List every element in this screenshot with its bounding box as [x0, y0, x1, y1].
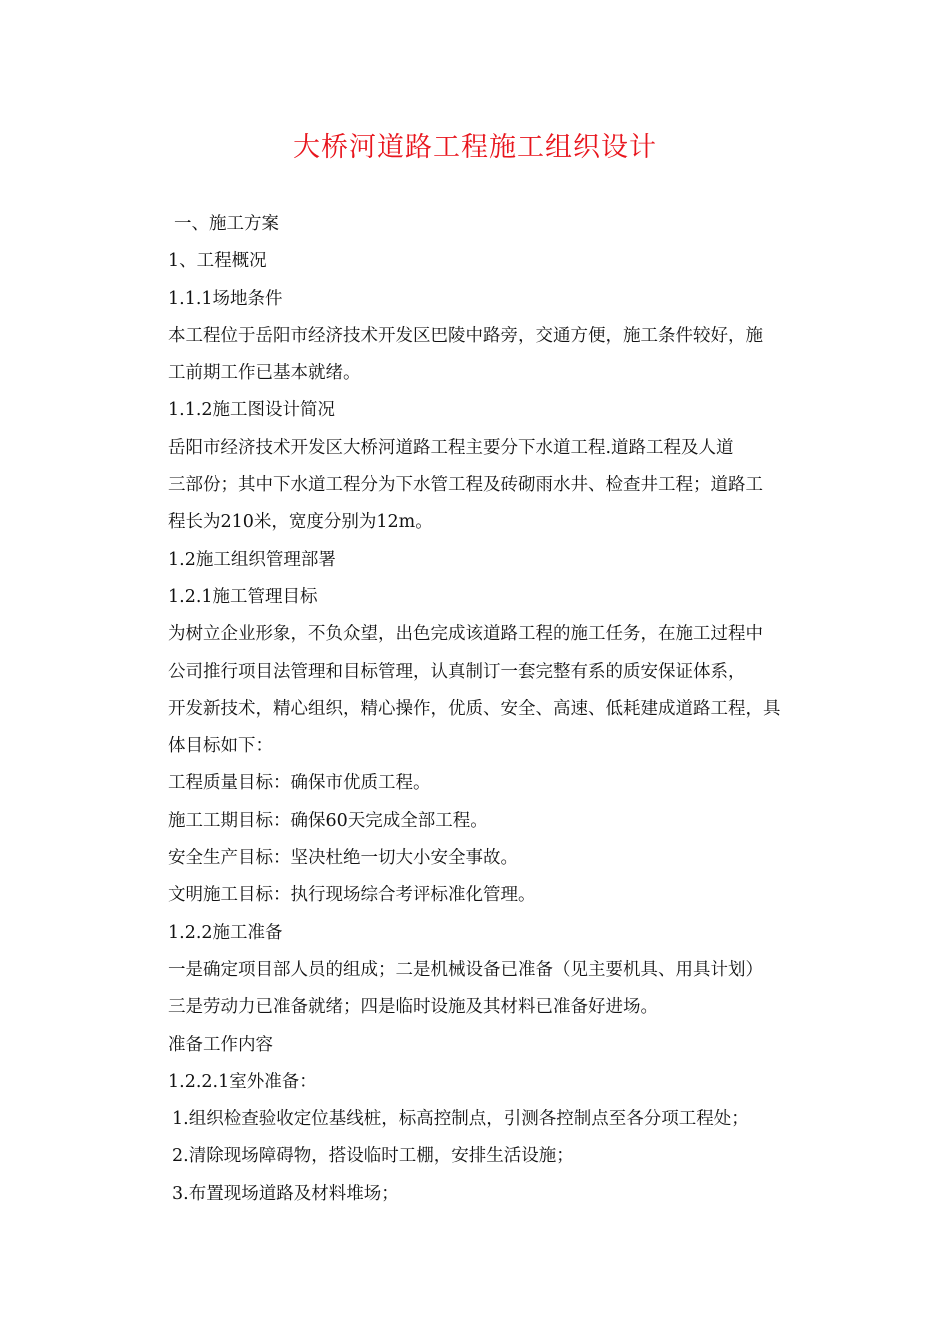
paragraph-line: 体目标如下： [168, 736, 273, 757]
paragraph-line: 开发新技术，精心组织，精心操作，优质、安全、高速、低耗建成道路工程，具 [168, 698, 781, 719]
section-heading: 一、施工方案 [174, 214, 279, 234]
subsection-heading: 1.1.1场地条件 [168, 288, 283, 309]
subsection-heading: 1.2.2施工准备 [168, 922, 283, 943]
subsection-heading: 1.2.2.1室外准备： [168, 1071, 317, 1092]
subsection-heading: 1.2施工组织管理部署 [168, 549, 336, 570]
paragraph-line: 为树立企业形象，不负众望，出色完成该道路工程的施工任务，在施工过程中 [168, 624, 763, 645]
document-body [168, 206, 808, 1213]
paragraph-line: 工前期工作已基本就绪。 [168, 363, 361, 384]
paragraph-line: 三部份；其中下水道工程分为下水管工程及砖砌雨水井、检查井工程；道路工 [168, 475, 763, 496]
subsection-heading: 1.2.1施工管理目标 [168, 586, 318, 607]
paragraph-line: 一是确定项目部人员的组成；二是机械设备已准备（见主要机具、用具计划） [168, 959, 763, 980]
goal-item: 施工工期目标：确保60天完成全部工程。 [168, 810, 488, 831]
document-title: 大桥河道路工程施工组织设计 [293, 132, 657, 163]
list-item: 1.组织检查验收定位基线桩，标高控制点，引测各控制点至各分项工程处； [172, 1109, 749, 1130]
goal-item: 安全生产目标：坚决杜绝一切大小安全事故。 [168, 848, 518, 869]
goal-item: 文明施工目标：执行现场综合考评标准化管理。 [168, 885, 536, 906]
paragraph-line: 程长为210米，宽度分别为12m。 [168, 512, 433, 533]
paragraph-line: 三是劳动力已准备就绪；四是临时设施及其材料已准备好进场。 [168, 997, 658, 1018]
paragraph-line: 岳阳市经济技术开发区大桥河道路工程主要分下水道工程.道路工程及人道 [168, 437, 734, 458]
paragraph-line: 公司推行项目法管理和目标管理，认真制订一套完整有系的质安保证体系， [168, 661, 746, 682]
subsection-heading: 1、工程概况 [168, 251, 267, 272]
list-item: 3.布置现场道路及材料堆场； [172, 1183, 399, 1204]
list-item: 2.清除现场障碍物，搭设临时工棚，安排生活设施； [172, 1146, 574, 1167]
paragraph-line: 准备工作内容 [168, 1034, 273, 1055]
goal-item: 工程质量目标：确保市优质工程。 [168, 773, 431, 794]
paragraph-line: 本工程位于岳阳市经济技术开发区巴陵中路旁，交通方便，施工条件较好，施 [168, 325, 763, 346]
subsection-heading: 1.1.2施工图设计简况 [168, 400, 336, 421]
